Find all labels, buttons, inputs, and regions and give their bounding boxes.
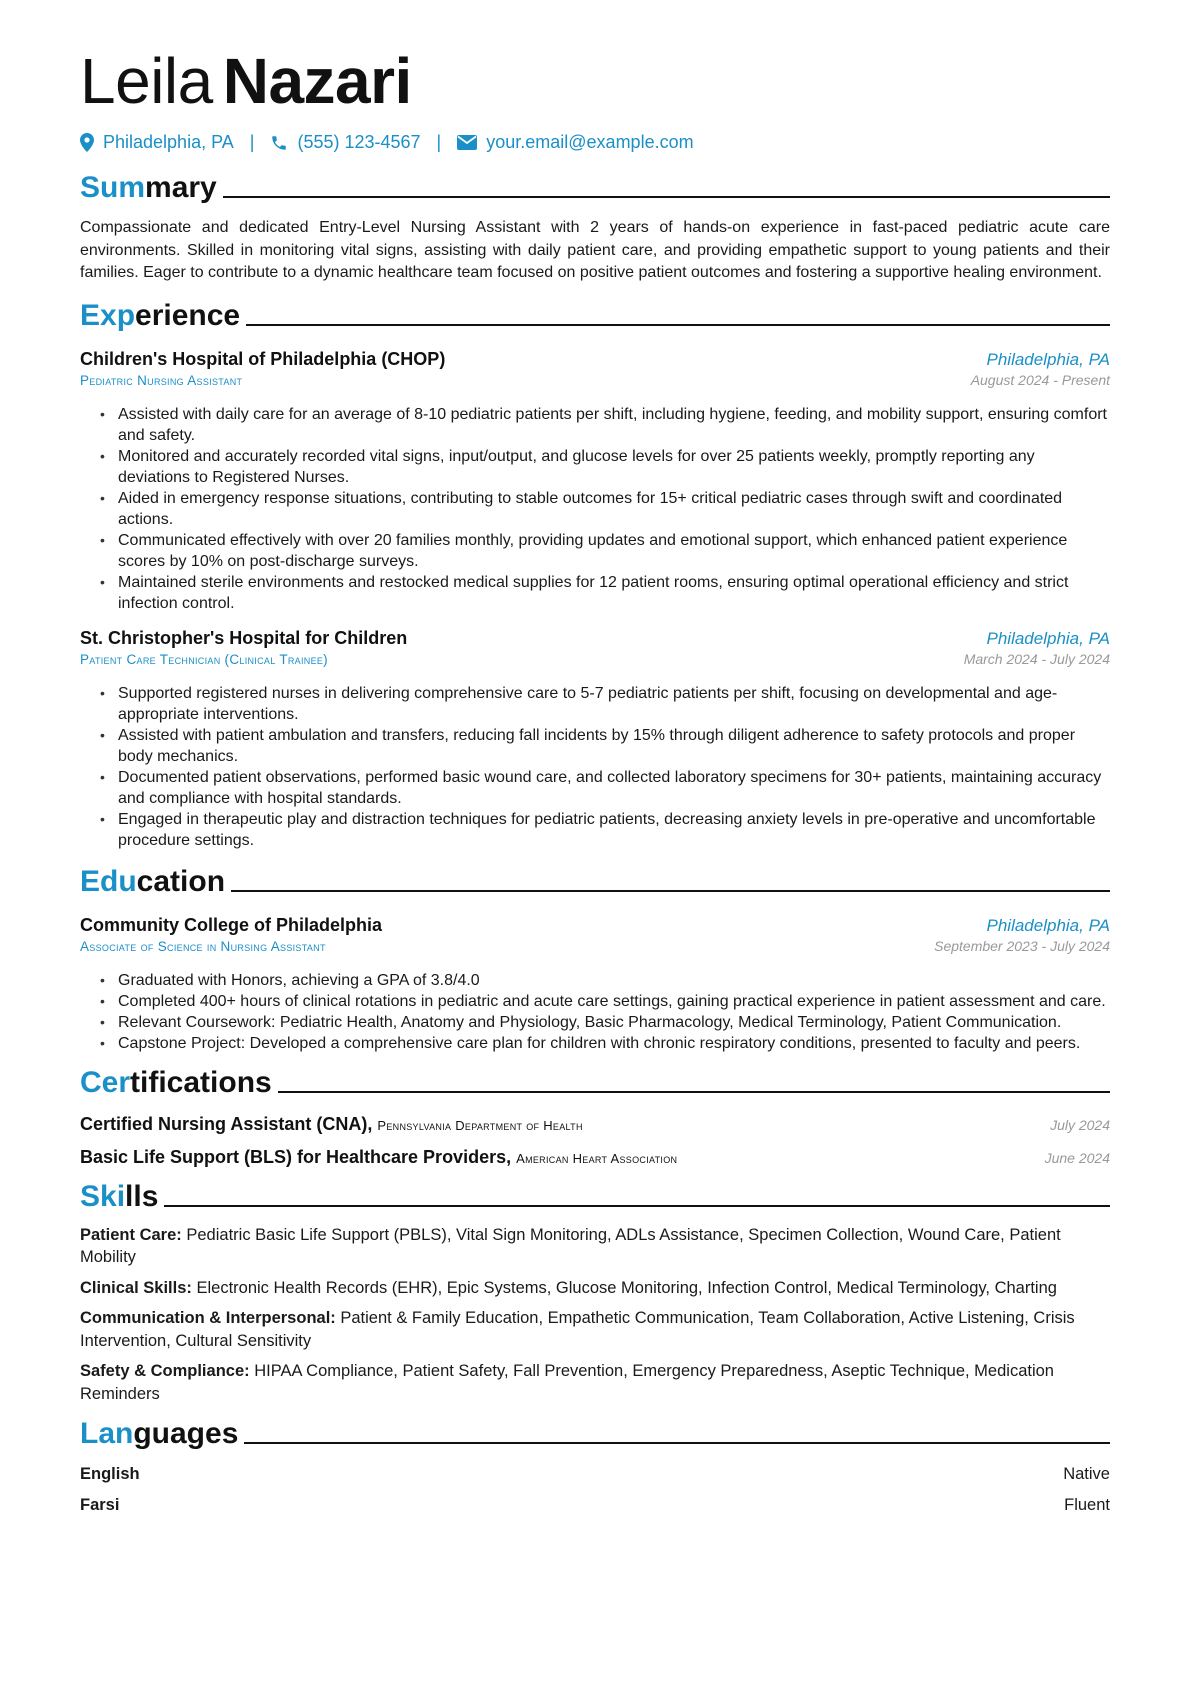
bullet-item: • Monitored and accurately recorded vital signs, input/output, and glucose levels for over 25 patients weekly, promptly reporting any deviations to Registered Nurses. xyxy=(118,446,1110,488)
bullet-item: • Communicated effectively with over 20 families monthly, providing updates and emotional support, which enhanced patient experience scores by 10% on post-discharge surveys. xyxy=(118,530,1110,572)
entry-dates: March 2024 - July 2024 xyxy=(963,650,1110,667)
skill-category: Communication & Interpersonal: xyxy=(80,1309,336,1327)
contact-separator: | xyxy=(249,132,255,152)
entry-org: Community College of Philadelphia xyxy=(80,914,383,935)
skill-row xyxy=(80,1277,1110,1300)
skill-category: Safety & Compliance: xyxy=(80,1362,250,1380)
skill-list: HIPAA Compliance, Patient Safety, Fall Prevention, Emergency Preparedness, Aseptic Technique, Medication Reminders xyxy=(80,1362,1054,1403)
cert-name: Certified Nursing Assistant (CNA) xyxy=(80,1113,368,1134)
section-title-certifications: Cer tifications xyxy=(80,1066,1110,1100)
section-rule xyxy=(231,890,1110,892)
candidate-name xyxy=(80,45,1110,117)
skill-row xyxy=(80,1224,1110,1269)
skill-list: Pediatric Basic Life Support (PBLS), Vital Sign Monitoring, ADLs Assistance, Specimen Collection, Wound Care, Patient Mobility xyxy=(80,1225,1061,1266)
skill-row xyxy=(80,1360,1110,1405)
entry-bullets xyxy=(80,970,1110,1054)
cert-issuer: American Heart Association xyxy=(516,1150,678,1166)
language-name: Farsi xyxy=(80,1496,120,1514)
cert-date: July 2024 xyxy=(1050,1116,1110,1133)
entry-org: St. Christopher's Hospital for Children xyxy=(80,627,408,648)
experience-entry xyxy=(80,349,1110,614)
section-title-education: Edu cation xyxy=(80,865,1110,899)
certification-item: Certified Nursing Assistant (CNA), Pennsylvania Department of Health July 2024 xyxy=(80,1113,1110,1134)
experience-entry xyxy=(80,628,1110,851)
language-level: Fluent xyxy=(1064,1496,1110,1514)
section-rule xyxy=(164,1205,1110,1207)
first-name: Leila xyxy=(80,45,213,117)
bullet-item: • Maintained sterile environments and restocked medical supplies for 12 patient rooms, ensuring optimal operational efficiency and strict infection control. xyxy=(118,572,1110,614)
contact-email[interactable] xyxy=(457,132,693,153)
certification-item: Basic Life Support (BLS) for Healthcare Providers, American Heart Association June 2024 xyxy=(80,1146,1110,1167)
bullet-item: • Relevant Coursework: Pediatric Health, Anatomy and Physiology, Basic Pharmacology, Medical Terminology, Patient Communication. xyxy=(118,1012,1110,1033)
section-title-languages: Lan guages xyxy=(80,1417,1110,1451)
education-entry xyxy=(80,915,1110,1054)
entry-dates: August 2024 - Present xyxy=(970,371,1110,388)
language-row xyxy=(80,1463,1110,1485)
language-level: Native xyxy=(1063,1465,1110,1483)
skill-category: Clinical Skills: xyxy=(80,1278,192,1297)
contact-location xyxy=(80,132,234,153)
bullet-item: • Assisted with daily care for an average of 8-10 pediatric patients per shift, including hygiene, feeding, and mobility support, ensuring comfort and safety. xyxy=(118,404,1110,446)
phone-text: (555) 123-4567 xyxy=(297,132,421,152)
entry-bullets xyxy=(80,404,1110,614)
skill-category: Patient Care: xyxy=(80,1225,182,1244)
email-text: your.email@example.com xyxy=(486,132,694,152)
section-rule xyxy=(244,1442,1110,1444)
entry-location: Philadelphia, PA xyxy=(986,628,1110,648)
section-rule xyxy=(246,324,1110,326)
entry-location: Philadelphia, PA xyxy=(986,349,1110,369)
cert-issuer: Pennsylvania Department of Health xyxy=(377,1117,583,1133)
entry-dates: September 2023 - July 2024 xyxy=(934,937,1110,954)
section-title-summary: Sum mary xyxy=(80,171,1110,205)
entry-location: Philadelphia, PA xyxy=(986,915,1110,935)
cert-date: June 2024 xyxy=(1044,1149,1110,1166)
bullet-item: • Aided in emergency response situations, contributing to stable outcomes for 15+ critical pediatric cases through swift and coordinated actions. xyxy=(118,488,1110,530)
bullet-item: • Graduated with Honors, achieving a GPA of 3.8/4.0 xyxy=(118,970,1110,991)
bullet-item: • Assisted with patient ambulation and transfers, reducing fall incidents by 15% through diligent adherence to safety protocols and proper body mechanics. xyxy=(118,725,1110,767)
entry-org: Children's Hospital of Philadelphia (CHOP) xyxy=(80,348,446,369)
map-marker-icon xyxy=(80,133,94,152)
section-title-skills: Ski lls xyxy=(80,1180,1110,1214)
entry-role: Pediatric Nursing Assistant xyxy=(80,372,243,388)
skill-list: Patient & Family Education, Empathetic Communication, Team Collaboration, Active Listening, Crisis Intervention, Cultural Sensitivity xyxy=(80,1309,1075,1350)
bullet-item: • Documented patient observations, performed basic wound care, and collected laboratory specimens for 30+ patients, maintaining accuracy and compliance with hospital standards. xyxy=(118,767,1110,809)
bullet-item: • Supported registered nurses in delivering comprehensive care to 5-7 pediatric patients per shift, focusing on developmental and age-appropriate interventions. xyxy=(118,683,1110,725)
entry-role: Associate of Science in Nursing Assistant xyxy=(80,938,326,954)
bullet-item: • Engaged in therapeutic play and distraction techniques for pediatric patients, decreasing anxiety levels in pre-operative and uncomfortable procedure settings. xyxy=(118,809,1110,851)
contact-separator: | xyxy=(436,132,442,152)
section-title-experience: Exp erience xyxy=(80,299,1110,333)
skill-row xyxy=(80,1307,1110,1352)
phone-icon xyxy=(270,134,288,152)
contact-bar xyxy=(80,132,1110,153)
location-text: Philadelphia, PA xyxy=(103,132,234,152)
summary-text: Compassionate and dedicated Entry-Level Nursing Assistant with 2 years of hands-on experience in fast-paced pediatric acute care environments. Skilled in monitoring vital signs, assisting with daily patient care, and providing empathetic support to young patients and their families. Eager to contribute to a dynamic healthcare team focused on positive patient outcomes and fostering a supportive healing environment. xyxy=(80,219,1110,281)
bullet-item: • Capstone Project: Developed a comprehensive care plan for children with chronic respiratory conditions, presented to faculty and peers. xyxy=(118,1033,1110,1054)
section-rule xyxy=(223,196,1110,198)
language-row xyxy=(80,1494,1110,1516)
envelope-icon xyxy=(457,135,477,150)
bullet-item: • Completed 400+ hours of clinical rotations in pediatric and acute care settings, gaining practical experience in patient assessment and care. xyxy=(118,991,1110,1012)
language-name: English xyxy=(80,1465,140,1483)
section-rule xyxy=(278,1091,1110,1093)
last-name: Nazari xyxy=(222,45,412,117)
cert-name: Basic Life Support (BLS) for Healthcare Providers xyxy=(80,1146,507,1167)
contact-phone[interactable] xyxy=(270,132,420,153)
entry-role: Patient Care Technician (Clinical Trainee) xyxy=(80,651,328,667)
entry-bullets xyxy=(80,683,1110,851)
skill-list: Electronic Health Records (EHR), Epic Systems, Glucose Monitoring, Infection Control, Medical Terminology, Charting xyxy=(196,1278,1057,1297)
